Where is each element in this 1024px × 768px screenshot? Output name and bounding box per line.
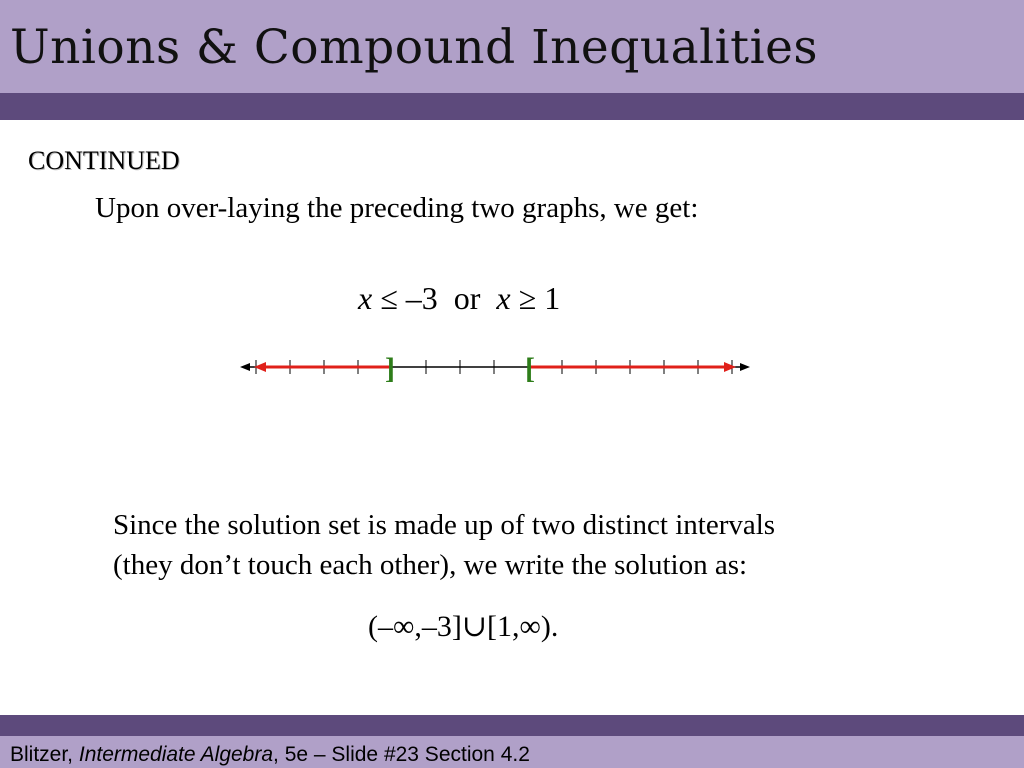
footer-stripe — [0, 715, 1024, 736]
footer-details: , 5e – Slide #23 Section 4.2 — [273, 743, 530, 766]
right-closed-bracket: [ — [525, 352, 535, 385]
inequality-connector: or — [453, 280, 481, 316]
right-ray-arrow — [724, 362, 736, 372]
title-stripe — [0, 93, 1024, 120]
inequality-val-1: –3 — [405, 280, 438, 316]
axis-left-arrow — [240, 363, 250, 371]
footer-author: Blitzer, — [10, 743, 79, 766]
section-label: CONTINUED — [28, 146, 180, 175]
inequality-var-2: x — [496, 280, 511, 316]
number-line — [230, 345, 760, 390]
explanation-line-1: Since the solution set is made up of two distinct intervals — [113, 509, 776, 541]
footer-text — [10, 742, 530, 768]
footer-book-title: Intermediate Algebra — [78, 743, 274, 766]
inequality-var-1: x — [358, 280, 373, 316]
explanation-text — [113, 505, 933, 585]
inequality-expression — [358, 278, 560, 318]
interval-solution: (–∞,–3]∪[1,∞). — [368, 610, 559, 643]
inequality-op-2: ≥ — [518, 280, 537, 316]
inequality-op-1: ≤ — [380, 280, 398, 316]
axis-right-arrow — [740, 363, 750, 371]
left-closed-bracket: ] — [385, 352, 395, 385]
explanation-line-2: (they don’t touch each other), we write the solution as: — [113, 549, 748, 581]
inequality-val-2: 1 — [544, 280, 561, 316]
slide-title: Unions & Compound Inequalities — [10, 20, 819, 75]
intro-text: Upon over-laying the preceding two graphs, we get: — [95, 192, 699, 224]
number-line-svg — [230, 345, 760, 390]
